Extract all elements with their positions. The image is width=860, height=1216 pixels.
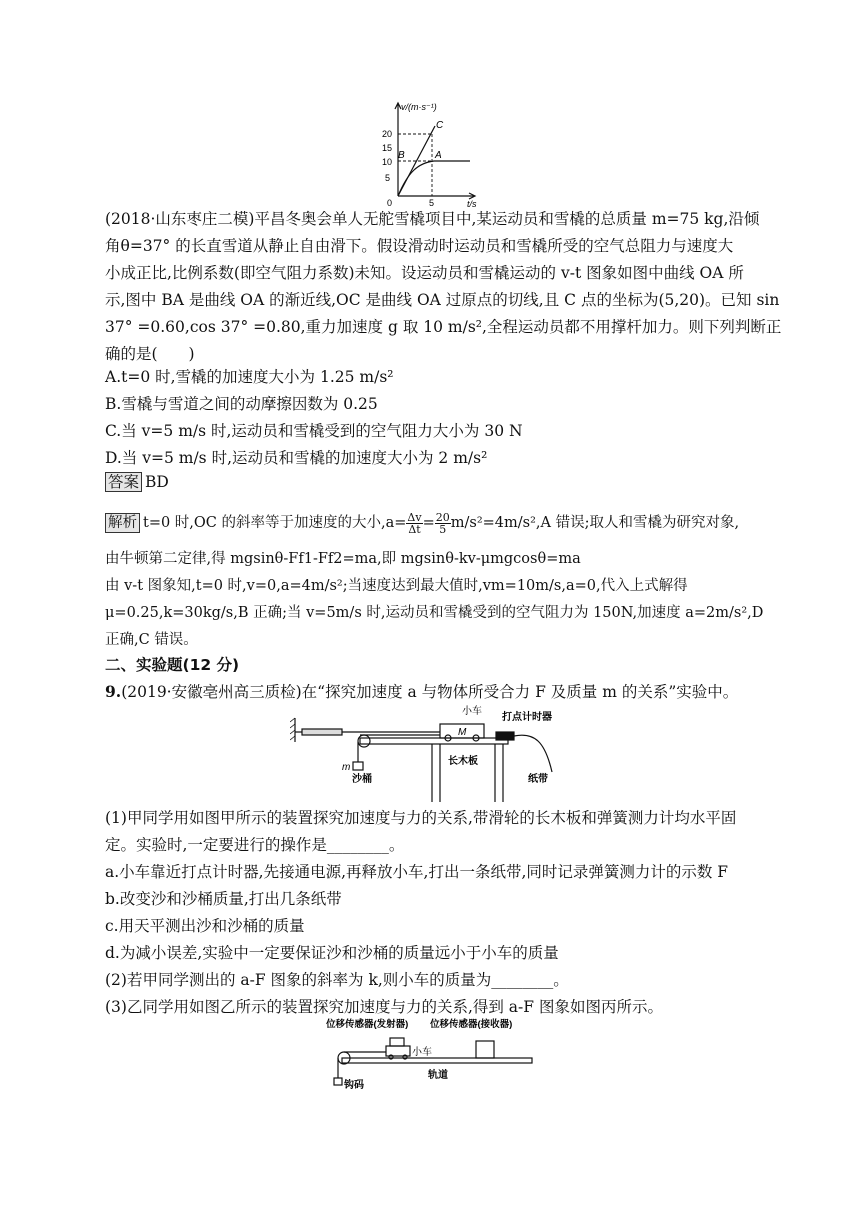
label-emitter: 位移传感器(发射器) [326,1019,409,1030]
weight [334,1078,342,1085]
label-cart-yi: 小车 [412,1047,432,1058]
paper-tape [514,735,552,772]
spring-scale [302,729,342,735]
tick-t5: 5 [429,198,435,208]
analysis-row-5: 正确,C 错误。 [105,632,198,648]
curve-OA [398,161,470,196]
answer-label: 答案 [105,472,142,492]
section-heading: 二、实验题(12 分) [105,656,240,674]
timer [496,732,514,740]
option-C: C.当 v=5 m/s 时,运动员和雪橇受到的空气阻力大小为 30 N [105,422,523,440]
vt-graph [372,100,482,208]
analysis-1-pre: t=0 时,OC 的斜率等于加速度的大小,a= [143,515,407,531]
answer-value: BD [145,473,169,491]
fraction-dv-dt: $\frac{\Delta v}{\Delta t}$ [407,510,422,536]
q8-line4: 示,图中 BA 是曲线 OA 的渐近线,OC 是曲线 OA 过原点的切线,且 C 点的坐标为(5,20)。已知 sin [105,291,780,309]
tick-20: 20 [382,129,393,139]
analysis-eq: = [422,515,435,531]
label-C: C [436,120,444,131]
analysis-1-post: m/s²=4m/s²,A 错误;取人和雪橇为研究对象, [450,515,740,531]
v-axis-label: v/(m·s⁻¹) [401,102,437,112]
t-axis-label: t/s [467,199,477,208]
apparatus-figure-yi [326,1016,536,1096]
label-weight: 钩码 [344,1080,364,1091]
label-board: 长木板 [448,756,478,767]
label-timer: 打点计时器 [502,712,552,723]
tick-0: 0 [387,198,393,208]
label-M: M [458,727,467,738]
q9-part1-a: (1)甲同学用如图甲所示的装置探究加速度与力的关系,带滑轮的长木板和弹簧测力计均水平固 [105,809,737,827]
q9-option-a: a.小车靠近打点计时器,先接通电源,再释放小车,打出一条纸带,同时记录弹簧测力计的示数 F [105,863,729,881]
tick-10: 10 [382,157,393,167]
label-tape: 纸带 [528,774,548,785]
label-m: m [342,762,351,773]
long-board [360,738,508,744]
option-B: B.雪橇与雪道之间的动摩擦因数为 0.25 [105,395,378,413]
q9-part2: (2)若甲同学测出的 a-F 图象的斜率为 k,则小车的质量为________。 [105,971,569,989]
q9-stem-text: (2019·安徽亳州高三质检)在“探究加速度 a 与物体所受合力 F 及质量 m 的关系”实验中。 [121,683,739,701]
q9-option-d: d.为减小误差,实验中一定要保证沙和沙桶的质量远小于小车的质量 [105,944,559,962]
analysis-row-4: μ=0.25,k=30kg/s,B 正确;当 v=5m/s 时,运动员和雪橇受到的空气阻力为 150N,加速度 a=2m/s²,D [105,605,764,621]
option-D: D.当 v=5 m/s 时,运动员和雪橇的加速度大小为 2 m/s² [105,449,488,467]
label-track: 轨道 [428,1070,448,1081]
tick-15: 15 [382,143,393,153]
label-cart: 小车 [462,706,482,717]
analysis-row-2: 由牛顿第二定律,得 mgsinθ-Ff1-Ff2=ma,即 mgsinθ-kv-μmgcosθ=ma [105,551,581,567]
cart-yi [386,1046,410,1056]
q8-line1: (2018·山东枣庄二模)平昌冬奥会单人无舵雪橇项目中,某运动员和雪橇的总质量 m=75 kg,沿倾 [105,210,760,228]
analysis-row-3: 由 v-t 图象知,t=0 时,v=0,a=4m/s²;当速度达到最大值时,vm=10m/s,a=0,代入上式解得 [105,578,688,594]
option-A: A.t=0 时,雪橇的加速度大小为 1.25 m/s² [105,368,394,386]
q9-option-b: b.改变沙和沙桶质量,打出几条纸带 [105,890,342,908]
emitter [390,1038,404,1046]
q9-part3: (3)乙同学用如图乙所示的装置探究加速度与力的关系,得到 a-F 图象如图丙所示。 [105,998,663,1016]
label-receiver: 位移传感器(接收器) [430,1019,513,1030]
sand-bucket [353,762,363,770]
apparatus-figure-jia [290,702,580,804]
answer-row [105,471,169,493]
q9-part1-b: 定。实验时,一定要进行的操作是________。 [105,836,405,854]
q9-option-c: c.用天平测出沙和沙桶的质量 [105,917,305,935]
track [342,1058,532,1063]
tick-5: 5 [385,173,391,183]
label-bucket: 沙桶 [352,774,372,785]
receiver [476,1041,494,1058]
analysis-label: 解析 [105,513,140,533]
q8-line6: 确的是( ) [105,345,195,363]
q8-line5: 37° =0.60,cos 37° =0.80,重力加速度 g 取 10 m/s²,全程运动员都不用撑杆加力。则下列判断正 [105,318,782,336]
fraction-20-5: $\frac{20}{5}$ [435,510,450,536]
q8-line2: 角θ=37° 的长直雪道从静止自由滑下。假设滑动时运动员和雪橇所受的空气总阻力与速度大 [105,237,734,255]
analysis-row-1 [105,509,739,537]
q9-number: 9. [105,682,122,701]
q9-stem [105,681,738,703]
label-A: A [435,150,442,161]
label-B: B [398,150,405,161]
q8-line3: 小成正比,比例系数(即空气阻力系数)未知。设运动员和雪橇运动的 v-t 图象如图中曲线 OA 所 [105,264,744,282]
